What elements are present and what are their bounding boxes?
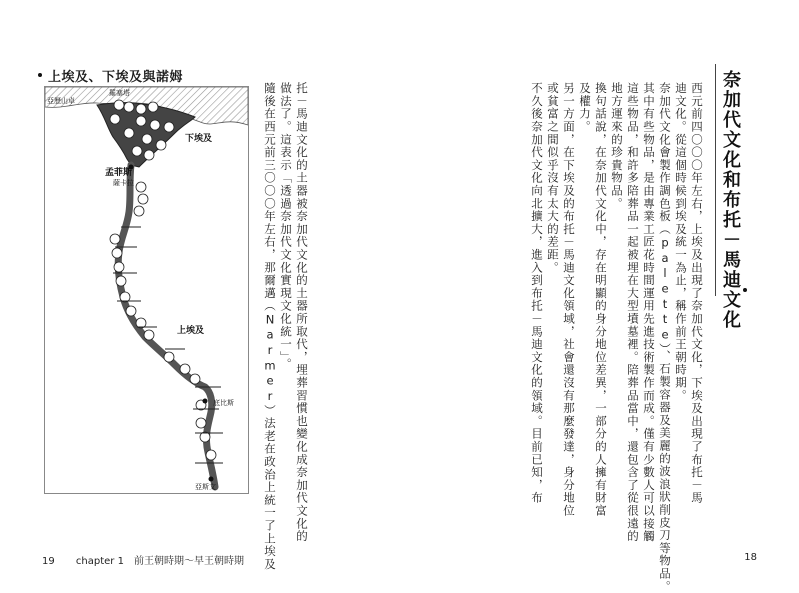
nile-map xyxy=(44,86,249,494)
paragraph-line: 換句話說，在奈加代文化中，存在明顯的身分地位差異，一部分的人擁有財富 xyxy=(594,82,608,518)
section-heading: 奈加代文化和布托－馬迪文化 xyxy=(720,70,741,330)
bullet-dot xyxy=(38,73,42,77)
paragraph-line: 迪文化。從這個時候到埃及統一為止，稱作前王朝時期。 xyxy=(674,82,688,402)
paragraph-line: 及權力。 xyxy=(578,82,592,134)
paragraph-line: 地方運來的珍貴物品。 xyxy=(610,82,624,210)
map-label-lower-egypt: 下埃及 xyxy=(185,134,213,144)
right-page-number: 18 xyxy=(744,552,757,563)
paragraph-line: 隨後在西元前三〇〇〇年左右，那爾邁（Narmer）法老在政治上統一了上埃及 xyxy=(263,82,277,571)
map-label-aswan: 亞斯文 xyxy=(195,483,216,491)
left-page-text xyxy=(262,82,310,571)
map-label-giza: 薩卡拉 xyxy=(113,179,134,187)
paragraph-line: 做法了。這表示「透過奈加代文化實現文化統一」。 xyxy=(279,82,293,371)
paragraph-line: 這些物品，和許多陪葬品一起被埋在大型墳墓裡。陪葬品當中，還包含了從很遠的 xyxy=(626,82,640,543)
map-label-memphis: 孟菲斯 xyxy=(105,168,133,178)
map-label-thebes: 底比斯 xyxy=(213,399,234,407)
aswan-marker xyxy=(209,477,214,482)
left-footer xyxy=(42,552,244,567)
heading-dot xyxy=(743,288,747,292)
nile-map-drawing xyxy=(45,87,248,493)
paragraph-line: 不久後奈加代文化向北擴大，進入到布托－馬迪文化的領域。目前已知，布 xyxy=(530,82,544,505)
map-title: 上埃及、下埃及與諾姆 xyxy=(48,70,184,85)
right-page-text xyxy=(529,82,705,593)
map-label-rosetta: 羅塞塔 xyxy=(109,89,130,97)
paragraph-line: 奈加代文化會製作調色板（palette）、石製容器及美麗的波浪狀削皮刀等物品。 xyxy=(658,82,672,593)
paragraph-line: 西元前四〇〇〇年左右，上埃及出現了奈加代文化，下埃及出現了布托－馬 xyxy=(690,82,704,505)
thebes-marker xyxy=(203,399,208,404)
paragraph-line: 其中有些物品，是由專業工匠花時間運用先進技術製作而成。僅有少數人可以接觸 xyxy=(642,82,656,543)
left-page-number: 19 xyxy=(42,556,55,567)
paragraph-line: 另一方面，在下埃及的布托－馬迪文化領域，社會還沒有那麼發達，身分地位 xyxy=(562,82,576,518)
paragraph-line: 托－馬迪文化的土器被奈加代文化的土器所取代，埋葬習慣也變化成奈加代文化的 xyxy=(295,82,309,543)
paragraph-line: 或貧富之間似乎沒有太大的差距。 xyxy=(546,82,560,274)
running-header: chapter 1 前王朝時期～早王朝時期 xyxy=(75,556,244,567)
map-label-alexandria: 亞歷山卓 xyxy=(47,97,75,105)
map-label-upper-egypt: 上埃及 xyxy=(177,326,205,336)
